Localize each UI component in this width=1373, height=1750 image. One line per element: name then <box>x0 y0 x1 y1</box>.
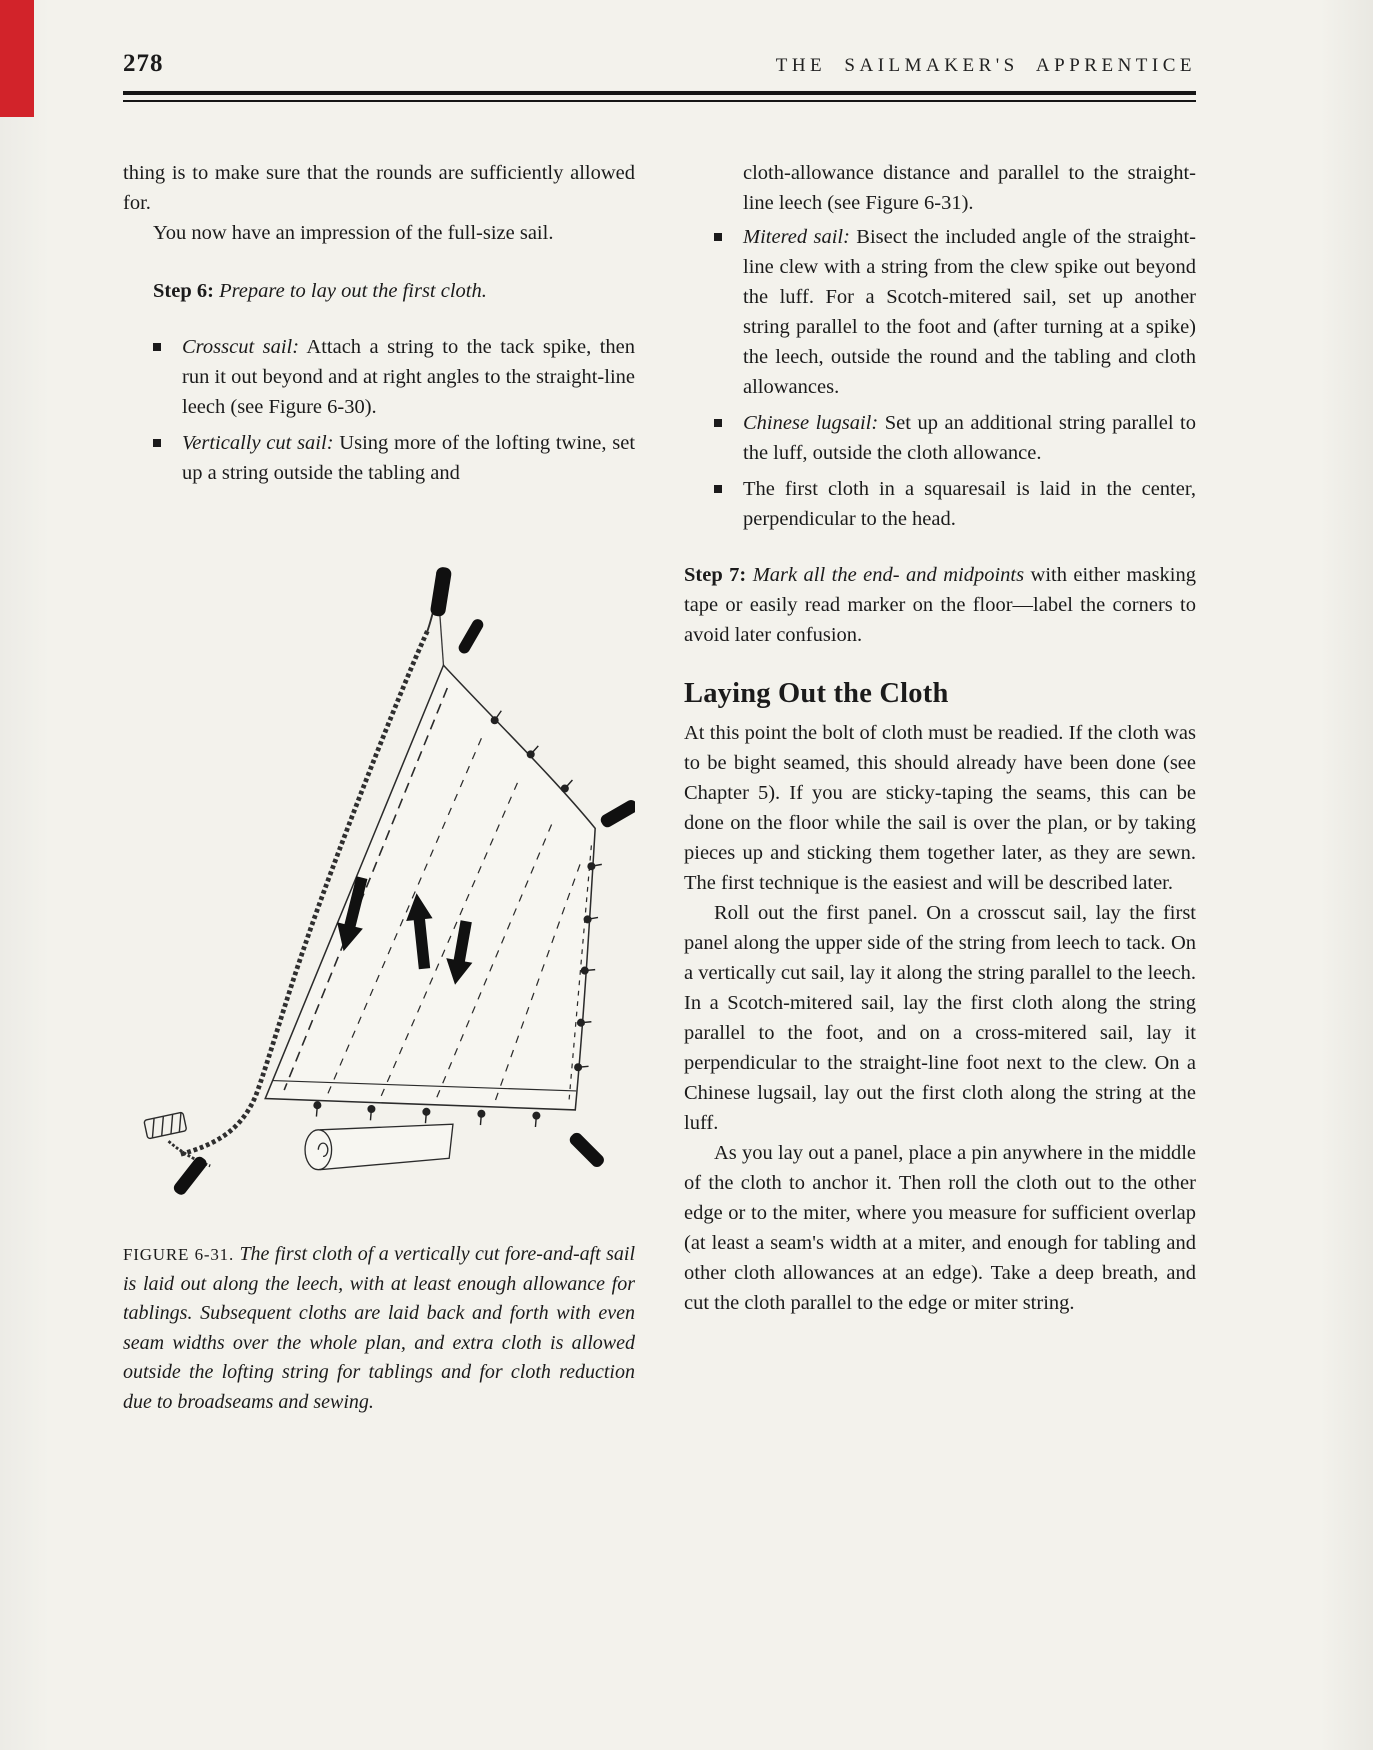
header-row <box>123 50 1196 78</box>
red-bookmark-strip <box>0 0 34 117</box>
paragraph: You now have an impression of the full-size sail. <box>153 222 554 244</box>
list-item-lead: Vertically cut sail: <box>182 432 334 454</box>
list-item <box>151 332 635 422</box>
list-item-body: Set up an additional string parallel to the luff, outside the cloth allowance. <box>743 412 1197 464</box>
list-item-lead: Chinese lugsail: <box>743 412 879 434</box>
paragraph: As you lay out a panel, place a pin anywhere in the middle of the cloth to anchor it. Then roll the cloth out to the other edge or to the miter, where you measure for sufficient overlap (at least a seam's width at a miter, and enough for tabling and other cloth allowances at an edge). Take a deep breath, and cut the cloth parallel to the edge or miter string. <box>684 1142 1196 1314</box>
header-rule-thin <box>123 100 1196 102</box>
sail-outline <box>265 665 595 1110</box>
list-item-text <box>182 332 635 422</box>
paragraph: Roll out the first panel. On a crosscut sail, lay the first panel along the upper side of the string from leech to tack. On a vertically cut sail, lay it along the string parallel to the leech. In a Scotch-mitered sail, lay the first cloth along the string parallel to the foot, and on a cross-mitered sail, lay it perpendicular to the straight-line foot next to the clew. On a Chinese lugsail, lay out the first cloth along the string at the luff. <box>684 902 1196 1134</box>
paragraph: At this point the bolt of cloth must be readied. If the cloth was to be bight seamed, this should already have been done (see Chapter 5). If you are sticky-taping the seams, this can be done on the floor while the sail is over the plan, or by taking pieces up and sticking them together later, as they are sewn. The first technique is the easiest and will be described later. <box>684 722 1196 894</box>
step-7-paragraph <box>684 560 1196 650</box>
block-tackle <box>144 1112 187 1139</box>
list-item <box>151 428 635 488</box>
sail-layout-illustration <box>123 526 635 1216</box>
spike-top <box>430 566 453 617</box>
page-header <box>123 50 1196 102</box>
two-column-body <box>123 158 1196 1417</box>
list-item <box>712 408 1196 468</box>
step-6-label: Step 6: <box>153 280 214 302</box>
step-7-label: Step 7: <box>684 564 747 586</box>
list-item-text <box>743 408 1196 468</box>
figure-caption <box>123 1240 635 1417</box>
bullet-square-icon <box>714 233 722 241</box>
bullet-square-icon <box>153 343 161 351</box>
list-item-body: The first cloth in a squaresail is laid in the center, perpendicular to the head. <box>743 478 1196 530</box>
bullet-list-right <box>684 222 1196 534</box>
figure-6-31 <box>123 526 635 1417</box>
running-title: THE SAILMAKER'S APPRENTICE <box>775 55 1196 76</box>
list-item-body: Using more of the lofting twine, set up a string outside the tabling and <box>182 432 636 484</box>
step-6-text: Prepare to lay out the first cloth. <box>219 280 487 302</box>
section-heading: Laying Out the Cloth <box>684 678 949 709</box>
right-column <box>684 158 1196 1417</box>
list-item-text <box>743 474 1196 534</box>
list-item <box>712 222 1196 402</box>
figure-caption-text: The first cloth of a vertically cut fore-and-aft sail is laid out along the leech, with at least enough allowance for tablings. Subsequent cloths are laid back and forth with even seam widths over the whole plan, and extra cloth is allowed outside the lofting string for tablings and for cloth reduction due to broadseams and sewing. <box>123 1243 636 1413</box>
step-7-italic: Mark all the end- and midpoints <box>752 564 1025 586</box>
figure-caption-label: FIGURE 6-31. <box>123 1245 235 1264</box>
bullet-square-icon <box>153 439 161 447</box>
left-column <box>123 158 635 1417</box>
step-7-rest: with either masking tape or easily read marker on the floor—label the corners to avoid later confusion. <box>684 564 1197 646</box>
spike-bottom-right <box>567 1131 606 1170</box>
page-number: 278 <box>123 50 164 77</box>
cloth-roll <box>305 1124 453 1170</box>
bullet-list-left <box>123 332 635 488</box>
paragraph-continuation: cloth-allowance distance and parallel to the straight-line leech (see Figure 6-31). <box>743 162 1196 214</box>
paragraph-continuation: thing is to make sure that the rounds are sufficiently allowed for. <box>123 162 635 214</box>
header-rule-thick <box>123 91 1196 95</box>
list-item-text <box>182 428 635 488</box>
bullet-square-icon <box>714 485 722 493</box>
list-item-lead: Crosscut sail: <box>182 336 300 358</box>
list-item <box>712 474 1196 534</box>
list-item-body: Attach a string to the tack spike, then run it out beyond and at right angles to the straight-line leech (see Figure 6-30). <box>182 336 635 418</box>
spike-right <box>599 798 635 829</box>
list-item-body: Bisect the included angle of the straight-line clew with a string from the clew spike out beyond the luff. For a Scotch-mitered sail, set up another string parallel to the foot and (after turning at a spike) the leech, outside the round and the tabling and cloth allowances. <box>743 226 1196 398</box>
spike-bottom-left <box>172 1154 209 1197</box>
list-item-text <box>743 222 1196 402</box>
bullet-square-icon <box>714 419 722 427</box>
list-item-lead: Mitered sail: <box>743 226 850 248</box>
spike-top-2 <box>457 617 486 656</box>
step-6-paragraph <box>153 276 635 306</box>
